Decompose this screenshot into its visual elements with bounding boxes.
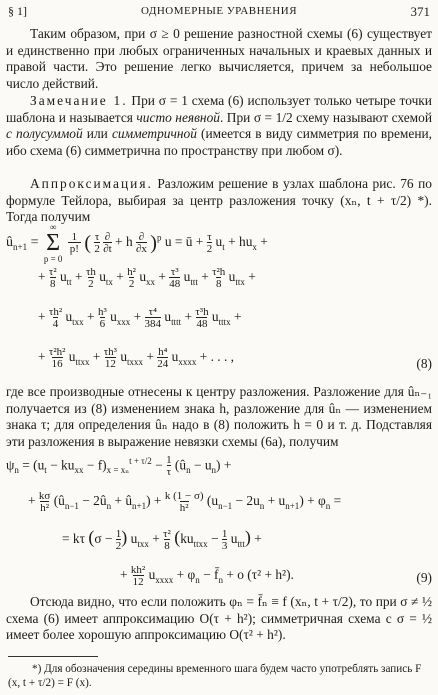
equation-8-line-3: + τh² 4 $u_{txx} + h^3$ 6 $u_{xxx} + \tau^4$ 384 $u_{tttt} + \tau^3h$ 48 $u_{tttx}$ + [38, 306, 242, 330]
remark-text-c: . При σ = 1/2 схему называют схемой [219, 109, 432, 125]
footnote-rule [8, 656, 98, 657]
paragraph-expansion-note: где все производные отнесены к центру разложения. Разложение для ûₙ₋₁ получается из (8) изменением знака h, разложение для ûₙ — изменением знака τ; для определения ûₙ надо в (8) положить h = 0 и т. д. Подставляя эти разложения в выражение невязки схемы (6а), получим [6, 384, 432, 449]
remark-term-symmetric: симметричной [111, 126, 197, 142]
equation-9-line-4: + kh² 12 $u_{xxxx} + \varphi_n$ − $f̄_n + o$ (τ² + h²). [120, 564, 294, 588]
approximation-label: Аппроксимация. [30, 176, 153, 191]
approximation-text: Разложим решение в узлах шаблона рис. 76 по формуле Тейлора, выбирая за центр разложения точку (xₙ, t + τ/2) *). Тогда получим [6, 176, 432, 225]
equation-9-number: (9) [416, 570, 432, 585]
paragraph-approximation [6, 176, 432, 226]
remark-term-halfsum: с полусуммой [6, 126, 83, 142]
equation-9-line-3: = kτ (σ − 1 2) $u_{txx} + \tau^2$ 8 ($ku_{ttxx} - 1$ 3 $u_{ttt}$) + [62, 527, 262, 552]
remark-text-g: (имеется в виду симметрия по времени, ибо схема (6) симметрична по пространству при любом σ). [6, 126, 432, 158]
remark-text-e: или [86, 126, 108, 142]
remark-text-a: При σ = 1 схема (6) использует только четыре точки шаблона и называется [6, 93, 432, 125]
equation-9-line-1: $\psi_n = (u_t - ku_{xx} - f)_{x = x_n}^{t + \tau/2} - 1$ τ $(û_n - u_n)$ + [6, 454, 232, 479]
page-header [8, 4, 430, 20]
remark-label: Замечание 1. [30, 93, 128, 108]
remark-term-implicit: чисто неявной [136, 109, 220, 125]
equation-8-number: (8) [416, 356, 432, 371]
paragraph-conclusion: Отсюда видно, что если положить φₙ = f̄ₙ ≡ f (xₙ, t + τ/2), то при σ ≠ ½ схема (6) имеет аппроксимацию O(τ + h²); симметричная схема с σ = ½ имеет более хорошую аппроксимацию O(τ² + h²). [6, 594, 432, 643]
equation-8-line-1: $û_{n+1}$ = ∞ Σ p = 0 1 p! ( τ 2 ∂ ∂t + h ∂ ∂x )$^p$ u = ū + τ 2 $u_t + hu_x$ + [6, 222, 268, 264]
running-title: ОДНОМЕРНЫЕ УРАВНЕНИЯ [140, 5, 298, 17]
equation-8-line-4: + τ²h² 16 $u_{ttxx} + \tau h^3$ 12 $u_{txxx} + h^4$ 24 $u_{xxxx}$ + . . . , [38, 346, 235, 370]
footnote: *) Для обозначения середины временного шага будем часто употреблять запись F (x, t + τ/2) = F (x). [8, 663, 422, 689]
paragraph-existence: Таким образом, при σ ≥ 0 решение разностной схемы (6) существует и единственно при любых ограниченных начальных и краевых данных и правой части. Это решение легко вычисляется, причем за небольшое число действий. [6, 26, 432, 91]
paragraph-remark-1 [6, 93, 432, 159]
page-number: 371 [410, 4, 430, 19]
equation-9-line-2: + kσ h² ($û_{n-1}$ − $2û_n$ + $û_{n+1}) + k$ (1 − σ) h² $(u_{n-1} - 2u_n + u_{n+1}) + \varphi_n$ = [28, 490, 342, 514]
section-marker: § 1] [8, 4, 27, 18]
equation-8-line-2: + τ² 8 $u_{tt} + \tau h$ 2 $u_{tx} + h^2$ 2 $u_{xx} + \tau^3$ 48 $u_{ttt} + \tau^2h$ 8 $u_{ttx}$ + [38, 266, 256, 290]
